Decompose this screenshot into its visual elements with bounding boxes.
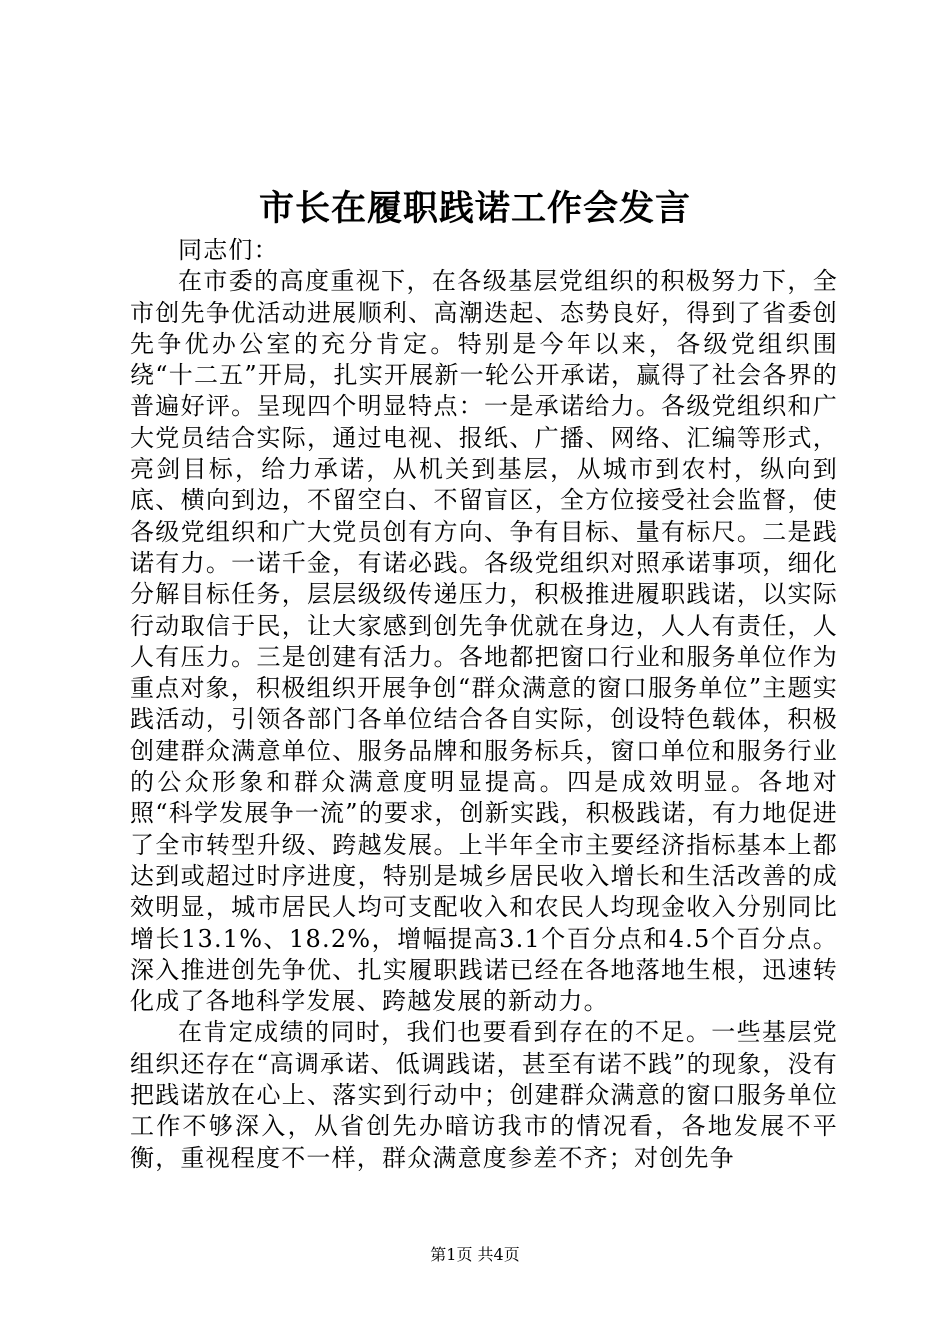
page-number-footer: 第1页 共4页 [430, 1245, 520, 1264]
body-paragraph: 在肯定成绩的同时，我们也要看到存在的不足。一些基层党组织还存在“高调承诺、低调践诺，甚至有诺不践”的现象，没有把践诺放在心上、落实到行动中；创建群众满意的窗口服务单位工作不够深入，从省创先办暗访我市的情况看，各地发展不平衡，重视程度不一样，群众满意度参差不齐；对创先争 [130, 1018, 838, 1172]
document-body [130, 235, 838, 1174]
body-paragraph: 在市委的高度重视下，在各级基层党组织的积极努力下，全市创先争优活动进展顺利、高潮迭起、态势良好，得到了省委创先争优办公室的充分肯定。特别是今年以来，各级党组织围绕“十二五”开局，扎实开展新一轮公开承诺，赢得了社会各界的普遍好评。呈现四个明显特点：一是承诺给力。各级党组织和广大党员结合实际，通过电视、报纸、广播、网络、汇编等形式，亮剑目标，给力承诺，从机关到基层，从城市到农村，纵向到底、横向到边，不留空白、不留盲区，全方位接受社会监督，使各级党组织和广大党员创有方向、争有目标、量有标尺。二是践诺有力。一诺千金，有诺必践。各级党组织对照承诺事项，细化分解目标任务，层层级级传递压力，积极推进履职践诺，以实际行动取信于民，让大家感到创先争优就在身边，人人有责任，人人有压力。三是创建有活力。各地都把窗口行业和服务单位作为重点对象，积极组织开展争创“群众满意的窗口服务单位”主题实践活动，引领各部门各单位结合各自实际，创设特色载体，积极创建群众满意单位、服务品牌和服务标兵，窗口单位和服务行业的公众形象和群众满意度明显提高。四是成效明显。各地对照“科学发展争一流”的要求，创新实践，积极践诺，有力地促进了全市转型升级、跨越发展。上半年全市主要经济指标基本上都达到或超过时序进度，特别是城乡居民收入增长和生活改善的成效明显，城市居民人均可支配收入和农民人均现金收入分别同比增长13.1%、18.2%，增幅提高3.1个百分点和4.5个百分点。深入推进创先争优、扎实履职践诺已经在各地落地生根，迅速转化成了各地科学发展、跨越发展的新动力。 [130, 267, 838, 1016]
document-title: 市长在履职践诺工作会发言 [258, 188, 691, 229]
salutation-paragraph: 同志们： [178, 236, 279, 264]
